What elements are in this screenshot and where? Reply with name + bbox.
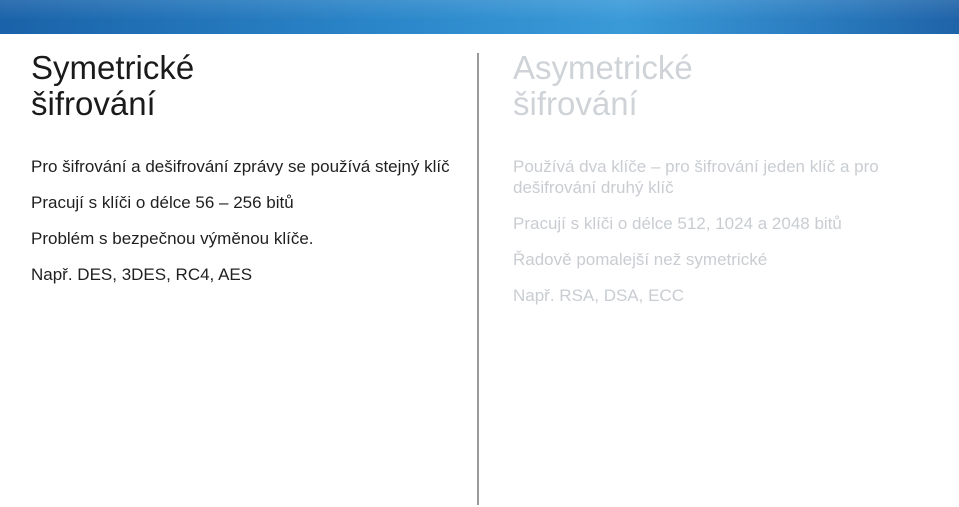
bullet-item: Řadově pomalejší než symetrické [513,250,768,269]
column-divider [477,53,479,505]
bullet-item: Např. DES, 3DES, RC4, AES [31,265,253,284]
bullet-item: Problém s bezpečnou výměnou klíče. [31,229,314,248]
asymmetric-bullet-list [513,156,933,321]
bullet-item: Pro šifrování a dešifrování zprávy se používá stejný klíč [31,157,450,176]
symmetric-heading: Symetrické šifrování [31,49,195,122]
bullet-item: Používá dva klíče – pro šifrování jeden klíč a pro dešifrování druhý klíč [513,157,879,197]
asymmetric-heading: Asymetrické šifrování [513,49,693,122]
title-bar-banner [0,0,959,34]
asymmetric-column [513,49,933,305]
symmetric-column [31,49,451,284]
bullet-item: Pracují s klíči o délce 56 – 256 bitů [31,193,294,212]
bullet-item: Pracují s klíči o délce 512, 1024 a 2048 bitů [513,214,842,233]
symmetric-bullet-list [31,156,451,300]
bullet-item: Např. RSA, DSA, ECC [513,286,684,305]
